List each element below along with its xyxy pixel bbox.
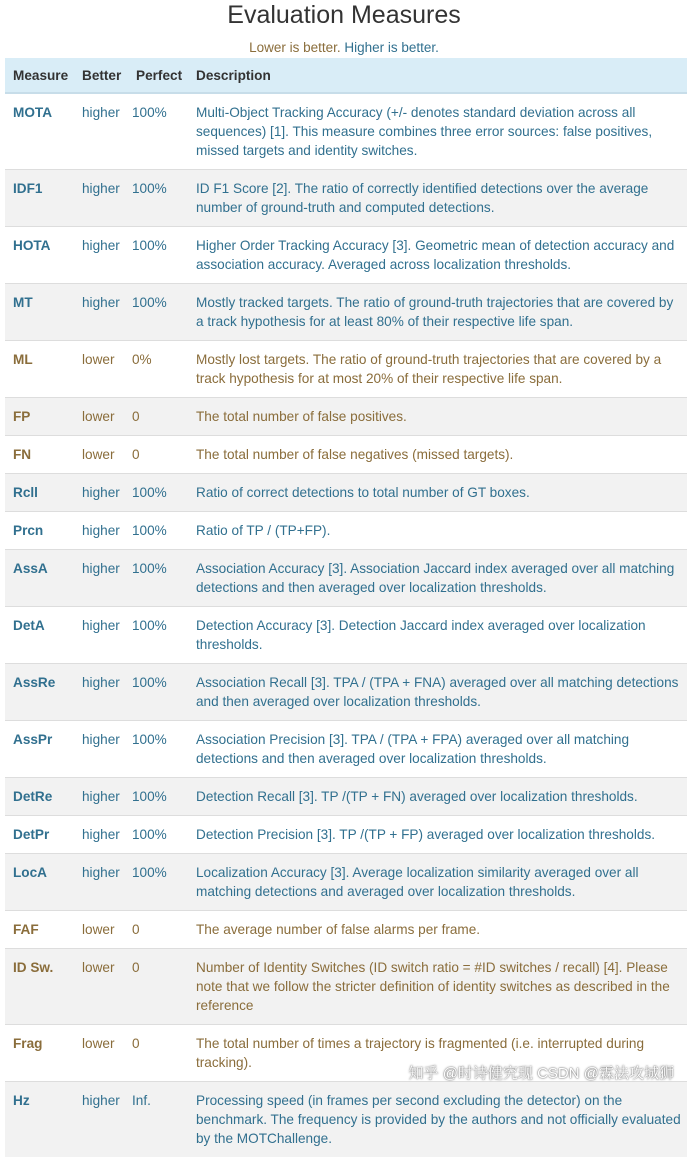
measures-table xyxy=(5,58,687,1157)
measure-cell: AssRe xyxy=(5,664,74,721)
description-cell: Association Recall [3]. TPA / (TPA + FNA) averaged over all matching detections and then averaged over localization thresholds. xyxy=(188,664,687,721)
description-cell: Mostly tracked targets. The ratio of ground-truth trajectories that are covered by a track hypothesis for at least 80% of their respective life span. xyxy=(188,284,687,341)
measure-cell: LocA xyxy=(5,854,74,911)
measure-cell: Rcll xyxy=(5,474,74,512)
page-title: Evaluation Measures xyxy=(0,0,688,30)
perfect-cell: 100% xyxy=(128,721,188,778)
table-row xyxy=(5,170,687,227)
perfect-cell: 100% xyxy=(128,227,188,284)
description-cell: The total number of times a trajectory is fragmented (i.e. interrupted during tracking). xyxy=(188,1025,687,1082)
better-cell: higher xyxy=(74,550,128,607)
better-cell: lower xyxy=(74,436,128,474)
description-cell: Number of Identity Switches (ID switch ratio = #ID switches / recall) [4]. Please note that we follow the stricter definition of identity switches as described in the reference xyxy=(188,949,687,1025)
measure-cell: Frag xyxy=(5,1025,74,1082)
table-row xyxy=(5,398,687,436)
measure-cell: FN xyxy=(5,436,74,474)
measure-cell: DetA xyxy=(5,607,74,664)
measure-cell: FAF xyxy=(5,911,74,949)
table-row xyxy=(5,341,687,398)
perfect-cell: 100% xyxy=(128,607,188,664)
perfect-cell: 0 xyxy=(128,436,188,474)
measure-cell: ML xyxy=(5,341,74,398)
measure-cell: AssPr xyxy=(5,721,74,778)
better-cell: lower xyxy=(74,1025,128,1082)
header-better: Better xyxy=(74,58,128,93)
perfect-cell: 0 xyxy=(128,398,188,436)
perfect-cell: 0% xyxy=(128,341,188,398)
better-cell: higher xyxy=(74,474,128,512)
description-cell: Association Precision [3]. TPA / (TPA + FPA) averaged over all matching detections and then averaged over localization thresholds. xyxy=(188,721,687,778)
legend xyxy=(0,40,688,56)
description-cell: Processing speed (in frames per second excluding the detector) on the benchmark. The frequency is provided by the authors and not officially evaluated by the MOTChallenge. xyxy=(188,1082,687,1157)
measure-cell: IDF1 xyxy=(5,170,74,227)
table-row xyxy=(5,816,687,854)
header-perfect: Perfect xyxy=(128,58,188,93)
table-row xyxy=(5,911,687,949)
perfect-cell: 100% xyxy=(128,816,188,854)
better-cell: higher xyxy=(74,93,128,170)
description-cell: The average number of false alarms per frame. xyxy=(188,911,687,949)
perfect-cell: 100% xyxy=(128,550,188,607)
description-cell: Mostly lost targets. The ratio of ground-truth trajectories that are covered by a track hypothesis for at most 20% of their respective life span. xyxy=(188,341,687,398)
better-cell: higher xyxy=(74,284,128,341)
watermark: 知乎 @时诗健究现 CSDN @霖法攻城狮 xyxy=(409,1062,674,1083)
table-row xyxy=(5,284,687,341)
measure-cell: DetRe xyxy=(5,778,74,816)
perfect-cell: 100% xyxy=(128,512,188,550)
description-cell: Association Accuracy [3]. Association Jaccard index averaged over all matching detections and then averaged over localization thresholds. xyxy=(188,550,687,607)
legend-lower: Lower is better. xyxy=(249,40,341,55)
better-cell: higher xyxy=(74,512,128,550)
description-cell: Localization Accuracy [3]. Average localization similarity averaged over all matching detections and averaged over localization thresholds. xyxy=(188,854,687,911)
table-row xyxy=(5,664,687,721)
description-cell: Ratio of correct detections to total number of GT boxes. xyxy=(188,474,687,512)
better-cell: lower xyxy=(74,949,128,1025)
table-row xyxy=(5,93,687,170)
better-cell: higher xyxy=(74,778,128,816)
perfect-cell: 100% xyxy=(128,664,188,721)
perfect-cell: 0 xyxy=(128,911,188,949)
description-cell: Ratio of TP / (TP+FP). xyxy=(188,512,687,550)
table-row xyxy=(5,474,687,512)
table-row xyxy=(5,1082,687,1157)
table-row xyxy=(5,854,687,911)
table-header-row xyxy=(5,58,687,93)
table-row xyxy=(5,949,687,1025)
description-cell: The total number of false positives. xyxy=(188,398,687,436)
better-cell: higher xyxy=(74,664,128,721)
perfect-cell: Inf. xyxy=(128,1082,188,1157)
description-cell: Detection Precision [3]. TP /(TP + FP) averaged over localization thresholds. xyxy=(188,816,687,854)
better-cell: lower xyxy=(74,911,128,949)
description-cell: The total number of false negatives (missed targets). xyxy=(188,436,687,474)
table-row xyxy=(5,778,687,816)
perfect-cell: 100% xyxy=(128,170,188,227)
table-row xyxy=(5,721,687,778)
better-cell: lower xyxy=(74,398,128,436)
better-cell: higher xyxy=(74,170,128,227)
measure-cell: AssA xyxy=(5,550,74,607)
measure-cell: FP xyxy=(5,398,74,436)
perfect-cell: 100% xyxy=(128,284,188,341)
table-row xyxy=(5,607,687,664)
description-cell: ID F1 Score [2]. The ratio of correctly identified detections over the average number of ground-truth and computed detections. xyxy=(188,170,687,227)
table-row xyxy=(5,436,687,474)
measure-cell: Prcn xyxy=(5,512,74,550)
better-cell: higher xyxy=(74,816,128,854)
better-cell: higher xyxy=(74,227,128,284)
perfect-cell: 0 xyxy=(128,1025,188,1082)
measure-cell: MT xyxy=(5,284,74,341)
better-cell: lower xyxy=(74,341,128,398)
measure-cell: DetPr xyxy=(5,816,74,854)
better-cell: higher xyxy=(74,1082,128,1157)
measure-cell: HOTA xyxy=(5,227,74,284)
measure-cell: Hz xyxy=(5,1082,74,1157)
perfect-cell: 100% xyxy=(128,778,188,816)
perfect-cell: 0 xyxy=(128,949,188,1025)
description-cell: Multi-Object Tracking Accuracy (+/- denotes standard deviation across all sequences) [1]. This measure combines three error sources: false positives, missed targets and identity switches. xyxy=(188,93,687,170)
perfect-cell: 100% xyxy=(128,474,188,512)
better-cell: higher xyxy=(74,854,128,911)
table-row xyxy=(5,227,687,284)
perfect-cell: 100% xyxy=(128,93,188,170)
description-cell: Detection Accuracy [3]. Detection Jaccard index averaged over localization thresholds. xyxy=(188,607,687,664)
description-cell: Higher Order Tracking Accuracy [3]. Geometric mean of detection accuracy and association accuracy. Averaged across localization thresholds. xyxy=(188,227,687,284)
header-measure: Measure xyxy=(5,58,74,93)
description-cell: Detection Recall [3]. TP /(TP + FN) averaged over localization thresholds. xyxy=(188,778,687,816)
better-cell: higher xyxy=(74,607,128,664)
table-row xyxy=(5,550,687,607)
table-row xyxy=(5,512,687,550)
better-cell: higher xyxy=(74,721,128,778)
header-description: Description xyxy=(188,58,687,93)
measure-cell: MOTA xyxy=(5,93,74,170)
legend-higher: Higher is better. xyxy=(344,40,439,55)
measure-cell: ID Sw. xyxy=(5,949,74,1025)
perfect-cell: 100% xyxy=(128,854,188,911)
